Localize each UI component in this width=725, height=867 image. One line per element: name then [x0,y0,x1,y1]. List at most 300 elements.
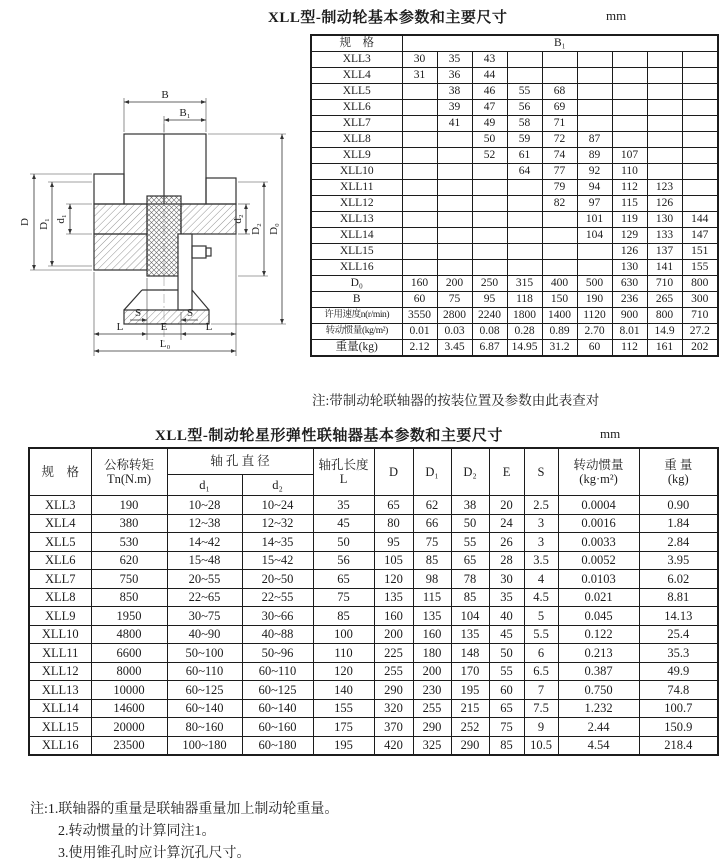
cell: 135 [374,588,413,607]
row-label: XLL4 [311,68,402,84]
cell [437,180,472,196]
cell: 94 [577,180,612,196]
row-label: XLL5 [29,533,91,552]
cell [682,164,718,180]
table2-E-header: E [489,448,524,496]
table-row [29,607,718,626]
cell: 59 [507,132,542,148]
cell: 80~160 [167,718,242,737]
cell: 14.9 [647,324,682,340]
table1-title: XLL型-制动轮基本参数和主要尺寸 [268,10,508,26]
cell: 10~24 [242,496,313,515]
cell: 112 [612,180,647,196]
table-row [311,276,718,292]
table-row [311,196,718,212]
brake-wheel-parameters-table [310,34,719,357]
cell: 200 [413,662,451,681]
table1-spec-header: 规 格 [311,35,402,52]
cell [612,100,647,116]
cell: 85 [413,551,451,570]
cell: 8.81 [639,588,718,607]
dim-label-S-left: S [134,307,142,319]
cell: 10.5 [524,736,558,755]
cell: 8.01 [612,324,647,340]
row-label: XLL16 [29,736,91,755]
cell: 43 [472,52,507,68]
cell: 60 [577,340,612,357]
cell: 60~140 [242,699,313,718]
row-label: XLL3 [29,496,91,515]
cell [682,148,718,164]
cell [647,68,682,84]
table-row [29,588,718,607]
table-row [311,212,718,228]
cell: 4 [524,570,558,589]
row-label: XLL8 [29,588,91,607]
cell: 0.213 [558,644,639,663]
row-label: XLL6 [311,100,402,116]
cell: 60~160 [242,718,313,737]
cell: 161 [647,340,682,357]
table-row [29,625,718,644]
cell [647,100,682,116]
cell: 75 [313,588,374,607]
row-label: XLL16 [311,260,402,276]
cell: 55 [451,533,489,552]
row-label: 转动惯量(kg/m²) [311,324,402,340]
coupling-section-diagram [14,70,306,366]
cell: 230 [413,681,451,700]
table-row [311,68,718,84]
cell [647,84,682,100]
table1-header-row [311,35,718,52]
weight-unit: (kg) [667,472,689,486]
cell: 115 [413,588,451,607]
table-row [29,681,718,700]
cell [577,244,612,260]
cell: 110 [612,164,647,180]
row-label: XLL14 [29,699,91,718]
star-coupling-parameters-table [28,447,719,756]
cell: 10000 [91,681,167,700]
cell [402,164,437,180]
row-label: XLL9 [29,607,91,626]
cell: 1.232 [558,699,639,718]
cell: 98 [413,570,451,589]
cell [577,100,612,116]
footnote-3: 3.使用锥孔时应计算沉孔尺寸。 [58,846,251,861]
cell: 8000 [91,662,167,681]
cell: 80 [374,514,413,533]
cell: 320 [374,699,413,718]
cell: 120 [313,662,374,681]
cell: 215 [451,699,489,718]
cell: 3 [524,514,558,533]
cell: 0.90 [639,496,718,515]
cell: 107 [612,148,647,164]
cell [612,84,647,100]
dim-label-D: D [19,218,31,226]
cell: 97 [577,196,612,212]
cell: 750 [91,570,167,589]
cell: 133 [647,228,682,244]
cell [472,180,507,196]
cell: 15~48 [167,551,242,570]
cell: 60~110 [167,662,242,681]
cell: 0.021 [558,588,639,607]
cell: 5.5 [524,625,558,644]
cell: 2.84 [639,533,718,552]
cell [542,212,577,228]
cell: 135 [451,625,489,644]
cell [507,52,542,68]
cell: 20000 [91,718,167,737]
cell: 87 [577,132,612,148]
table-row [311,292,718,308]
table2-torque-header [91,448,167,496]
table-row [29,662,718,681]
cell: 0.28 [507,324,542,340]
cell: 255 [374,662,413,681]
cell: 30~66 [242,607,313,626]
cell: 850 [91,588,167,607]
cell: 85 [489,736,524,755]
cell [682,116,718,132]
cell: 92 [577,164,612,180]
cell [507,244,542,260]
row-label: XLL11 [29,644,91,663]
cell: 180 [413,644,451,663]
cell: 61 [507,148,542,164]
cell: 14.95 [507,340,542,357]
table1-note: 注:带制动轮联轴器的按装位置及参数由此表查对 [312,393,600,408]
table2-D2-header: D₂ [451,448,489,496]
table2-spec-header: 规 格 [29,448,91,496]
row-label: XLL11 [311,180,402,196]
table2-inertia-header [558,448,639,496]
torque-label: 公称转矩 [103,457,154,472]
cell [437,244,472,260]
cell: 137 [647,244,682,260]
cell: 110 [313,644,374,663]
cell [507,260,542,276]
table-row [29,699,718,718]
cell: 2.12 [402,340,437,357]
cell: 7.5 [524,699,558,718]
cell [577,68,612,84]
cell [612,52,647,68]
cell: 20 [489,496,524,515]
row-label: XLL9 [311,148,402,164]
cell: 140 [313,681,374,700]
cell [612,116,647,132]
cell: 150 [542,292,577,308]
torque-symbol: Tn(N.m) [106,472,152,486]
cell: 40 [489,607,524,626]
cell: 1950 [91,607,167,626]
cell: 65 [313,570,374,589]
cell: 6.02 [639,570,718,589]
cell: 14.13 [639,607,718,626]
cell: 800 [647,308,682,324]
cell [437,228,472,244]
cell: 218.4 [639,736,718,755]
cell [647,164,682,180]
dim-label-L-left: L [116,321,124,333]
cell: 130 [612,260,647,276]
cell: 89 [577,148,612,164]
cell: 0.08 [472,324,507,340]
cell [682,84,718,100]
cell: 100~180 [167,736,242,755]
cell: 55 [489,662,524,681]
table-row [29,533,718,552]
cell: 60~125 [242,681,313,700]
cell: 38 [437,84,472,100]
cell: 2240 [472,308,507,324]
cell: 105 [374,551,413,570]
cell: 74 [542,148,577,164]
cell: 60~110 [242,662,313,681]
cell: 60 [489,681,524,700]
cell: 4.5 [524,588,558,607]
bore-length-label: 轴孔长度 [318,457,369,472]
row-label: XLL7 [29,570,91,589]
cell: 31.2 [542,340,577,357]
cell: 14~42 [167,533,242,552]
cell [402,180,437,196]
cell: 23500 [91,736,167,755]
cell: 200 [374,625,413,644]
cell: 4800 [91,625,167,644]
cell [402,116,437,132]
row-label: 重量(kg) [311,340,402,357]
row-label: B [311,292,402,308]
table2-bore-dia-header: 轴 孔 直 径 [167,448,313,475]
cell: 0.387 [558,662,639,681]
cell: 49 [472,116,507,132]
cell: 290 [451,736,489,755]
cell: 126 [612,244,647,260]
table-row [311,164,718,180]
cell: 3.5 [524,551,558,570]
cell: 200 [437,276,472,292]
row-label: XLL4 [29,514,91,533]
cell: 95 [374,533,413,552]
table-row [29,718,718,737]
cell: 104 [451,607,489,626]
dim-label-B: B [161,89,169,101]
table-row [29,570,718,589]
table2-S-header: S [524,448,558,496]
cell: 50 [313,533,374,552]
row-label: 许用速度n(r/min) [311,308,402,324]
cell: 79 [542,180,577,196]
cell: 30 [489,570,524,589]
cell: 1800 [507,308,542,324]
row-label: XLL13 [29,681,91,700]
cell: 225 [374,644,413,663]
cell: 6 [524,644,558,663]
cell [472,164,507,180]
cell: 65 [489,699,524,718]
dim-label-D2: D₂ [250,223,262,235]
footnote-2: 2.转动惯量的计算同注1。 [58,824,216,839]
cell: 52 [472,148,507,164]
cell: 6.87 [472,340,507,357]
table-row [29,736,718,755]
dim-label-D0: D₀ [268,223,280,235]
cell: 104 [577,228,612,244]
table2-d2-header: d₂ [242,475,313,496]
cell: 155 [313,699,374,718]
row-label: XLL7 [311,116,402,132]
cell: 123 [647,180,682,196]
cell [542,68,577,84]
cell: 74.8 [639,681,718,700]
cell: 24 [489,514,524,533]
cell: 47 [472,100,507,116]
cell: 64 [507,164,542,180]
cell [577,260,612,276]
cell: 100 [313,625,374,644]
weight-label: 重 量 [664,457,693,472]
cell: 7 [524,681,558,700]
cell: 151 [682,244,718,260]
cell: 126 [647,196,682,212]
footnotes [30,799,338,865]
cell [507,180,542,196]
cell: 9 [524,718,558,737]
cell: 400 [542,276,577,292]
cell: 28 [489,551,524,570]
table-row [311,244,718,260]
cell: 100.7 [639,699,718,718]
table-row [311,132,718,148]
cell [402,196,437,212]
cell: 60~140 [167,699,242,718]
row-label: XLL3 [311,52,402,68]
row-label: XLL14 [311,228,402,244]
cell: 141 [647,260,682,276]
table2-unit-label: mm [600,426,621,441]
cell: 30 [402,52,437,68]
row-label: XLL12 [29,662,91,681]
cell [647,148,682,164]
cell: 20~55 [167,570,242,589]
cell: 315 [507,276,542,292]
table-row [311,260,718,276]
cell [682,180,718,196]
cell: 3.95 [639,551,718,570]
table-row [311,324,718,340]
cell: 129 [612,228,647,244]
table1-unit-label: mm [606,8,627,23]
cell: 1400 [542,308,577,324]
row-label: XLL5 [311,84,402,100]
table-row [311,340,718,357]
cell [402,260,437,276]
cell: 25.4 [639,625,718,644]
cell: 44 [472,68,507,84]
cell: 380 [91,514,167,533]
cell: 236 [612,292,647,308]
cell: 170 [451,662,489,681]
cell: 69 [542,100,577,116]
cell: 630 [612,276,647,292]
table-row [29,514,718,533]
cell: 46 [472,84,507,100]
cell: 62 [413,496,451,515]
cell: 0.0016 [558,514,639,533]
cell [472,244,507,260]
cell: 38 [451,496,489,515]
row-label: XLL13 [311,212,402,228]
cell [682,196,718,212]
inertia-unit: (kg·m²) [579,472,618,486]
row-label: XLL10 [29,625,91,644]
cell [472,228,507,244]
cell [577,116,612,132]
cell [682,100,718,116]
cell [612,132,647,148]
cell: 20~50 [242,570,313,589]
cell [472,212,507,228]
dim-label-L-right: L [205,321,213,333]
cell [507,212,542,228]
cell: 300 [682,292,718,308]
cell [402,84,437,100]
cell: 1.84 [639,514,718,533]
cell: 85 [451,588,489,607]
dim-label-d2: d₂ [232,214,244,224]
table-row [29,644,718,663]
cell: 40~88 [242,625,313,644]
cell: 77 [542,164,577,180]
cell: 0.045 [558,607,639,626]
cell: 1120 [577,308,612,324]
cell: 250 [472,276,507,292]
cell [542,52,577,68]
cell: 56 [313,551,374,570]
dim-label-B1: B₁ [179,107,191,119]
cell: 160 [374,607,413,626]
cell: 72 [542,132,577,148]
cell: 370 [374,718,413,737]
cell [437,212,472,228]
cell: 620 [91,551,167,570]
cell: 2800 [437,308,472,324]
cell [437,164,472,180]
cell [437,196,472,212]
cell: 148 [451,644,489,663]
cell: 39 [437,100,472,116]
cell: 0.750 [558,681,639,700]
cell [437,132,472,148]
footnote-1: 注:1.联轴器的重量是联轴器重量加上制动轮重量。 [30,802,339,817]
cell: 0.0103 [558,570,639,589]
cell [647,132,682,148]
cell [437,148,472,164]
cell: 101 [577,212,612,228]
cell [472,196,507,212]
cell: 45 [313,514,374,533]
cell: 71 [542,116,577,132]
cell: 35.3 [639,644,718,663]
cell: 325 [413,736,451,755]
cell: 202 [682,340,718,357]
table-row [311,228,718,244]
